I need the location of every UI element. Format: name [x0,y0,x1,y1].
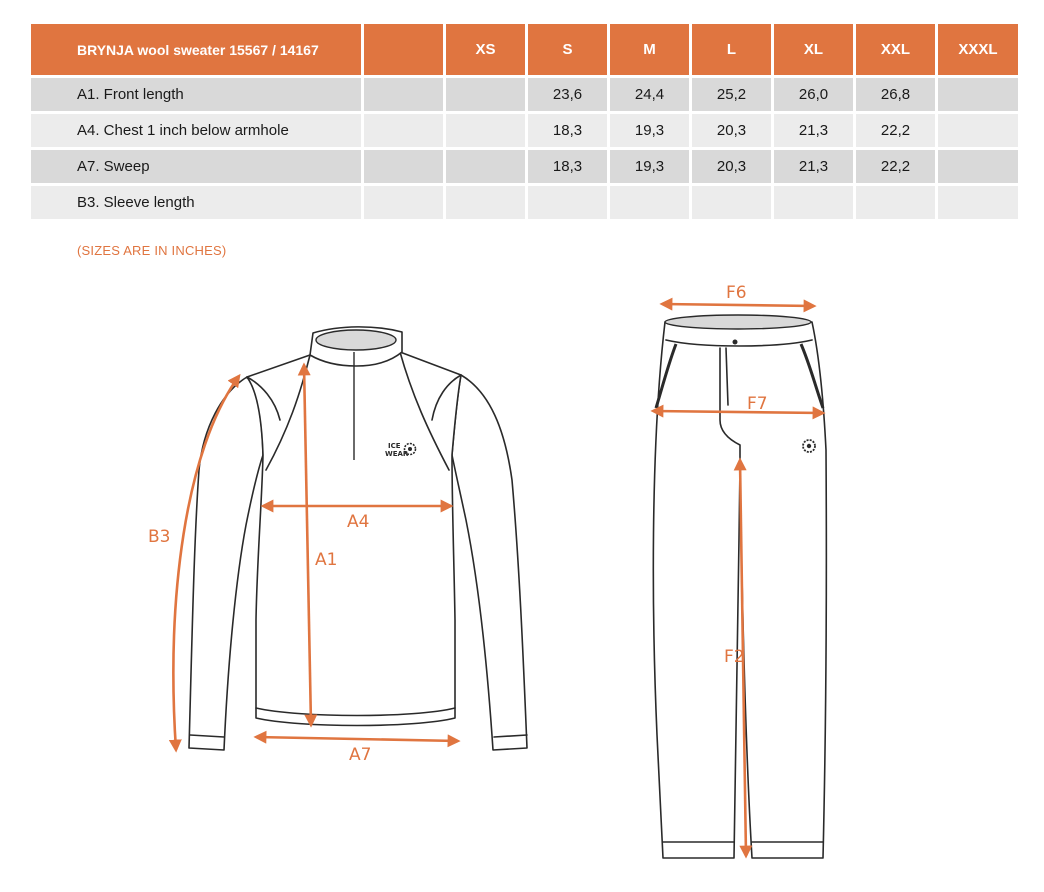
a1-label: A1 [315,550,338,570]
size-header-s: S [528,24,607,75]
f2-label: F2 [724,647,745,667]
size-header-xs: XS [446,24,525,75]
row-label: B3. Sleeve length [31,186,361,219]
a7-label: A7 [349,745,372,765]
sweater-left-sleeve [189,377,263,750]
table-cell: 21,3 [774,114,853,147]
table-cell: 21,3 [774,150,853,183]
sweater-collar-inner [316,330,396,350]
size-header-l: L [692,24,771,75]
pants-button [733,340,738,345]
table-cell: 22,2 [856,114,935,147]
table-cell: 26,0 [774,78,853,111]
table-cell: 19,3 [610,114,689,147]
table-cell: 19,3 [610,150,689,183]
size-header-m: M [610,24,689,75]
pants-waistband [665,315,811,329]
table-cell: 20,3 [692,114,771,147]
table-cell: 18,3 [528,114,607,147]
table-cell: 18,3 [528,150,607,183]
row-label: A4. Chest 1 inch below armhole [31,114,361,147]
sweater-right-sleeve [452,375,527,750]
table-cell: 20,3 [692,150,771,183]
product-title: BRYNJA wool sweater 15567 / 14167 [31,24,361,75]
pants-illustration [653,315,826,858]
table-cell: 26,8 [856,78,935,111]
f6-label: F6 [726,283,747,303]
size-header-xl: XL [774,24,853,75]
logo-text-line1: ICE [388,442,401,450]
table-cell: 22,2 [856,150,935,183]
f7-label: F7 [747,394,768,414]
a4-label: A4 [347,512,370,532]
logo-text-line2: WEAR [385,450,409,458]
unit-note: (SIZES ARE IN INCHES) [77,243,227,258]
table-cell: 24,4 [610,78,689,111]
b3-label: B3 [148,527,171,547]
f6-arrow [662,304,814,306]
table-cell: 25,2 [692,78,771,111]
sweater-illustration [189,327,527,750]
pants-outline [653,322,826,858]
size-header-xxl: XXL [856,24,935,75]
a7-arrow [256,737,458,741]
row-label: A1. Front length [31,78,361,111]
row-label: A7. Sweep [31,150,361,183]
size-header-xxxl: XXXL [938,24,1018,75]
table-cell: 23,6 [528,78,607,111]
